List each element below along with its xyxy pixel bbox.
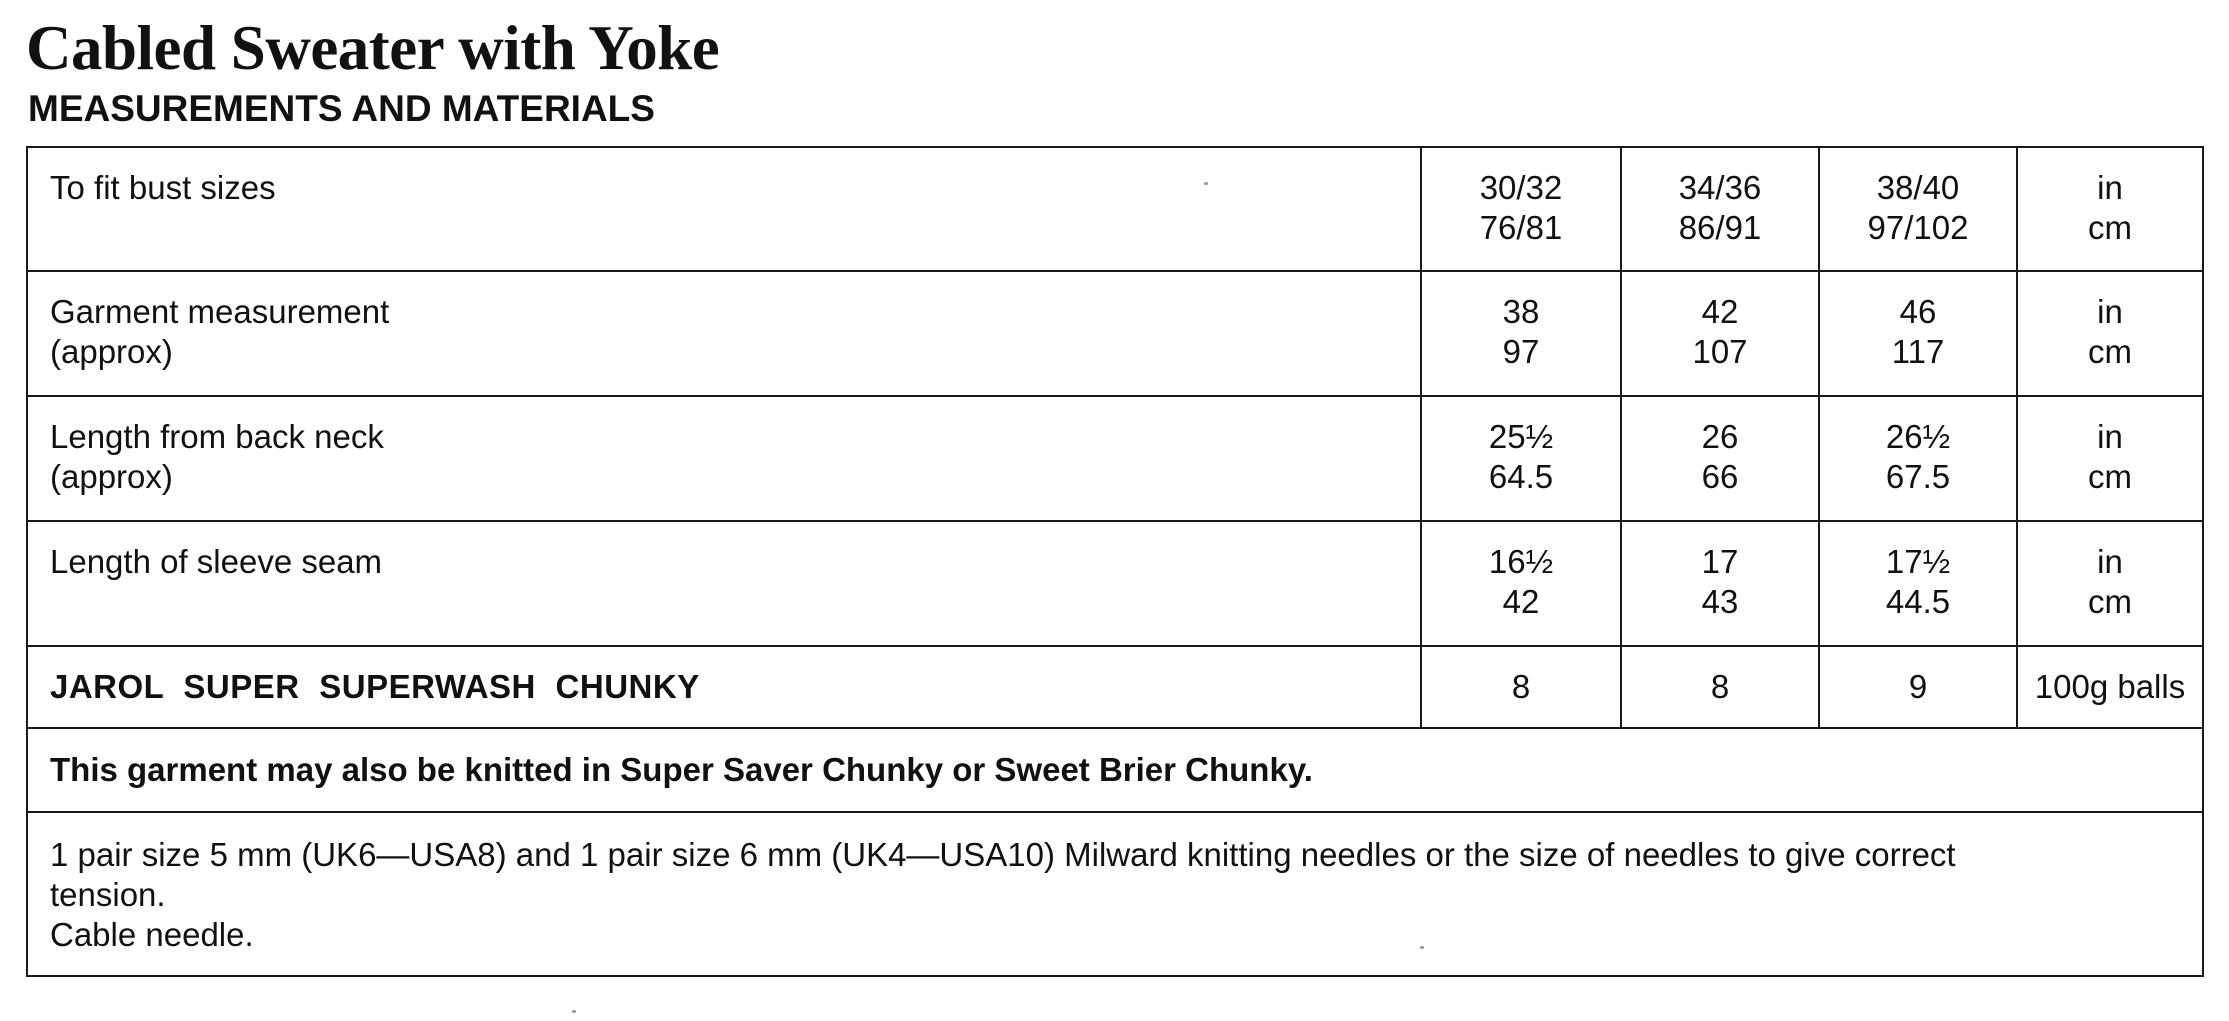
needles-line-1: 1 pair size 5 mm (UK6—USA8) and 1 pair size 6 mm (UK4—USA10) Milward knitting needles or the size of needles to give correct — [50, 836, 1956, 873]
alternative-yarn-note: This garment may also be knitted in Super Saver Chunky or Sweet Brier Chunky. — [27, 728, 2203, 812]
yarn-unit: 100g balls — [2017, 646, 2203, 728]
yarn-size-3: 9 — [1819, 646, 2017, 728]
length-size-2: 26 66 — [1621, 396, 1819, 521]
length-units: in cm — [2017, 396, 2203, 521]
needles-line-2: tension. — [50, 876, 166, 913]
document-title: Cabled Sweater with Yoke — [26, 13, 720, 83]
needles-row — [27, 812, 2203, 976]
bust-size-row — [27, 147, 2203, 271]
yarn-size-2: 8 — [1621, 646, 1819, 728]
length-size-1: 25½ 64.5 — [1421, 396, 1621, 521]
needles-note — [27, 812, 2203, 976]
bust-size-3: 38/40 97/102 — [1819, 147, 2017, 271]
paper-speck — [572, 1010, 576, 1013]
sleeve-units: in cm — [2017, 521, 2203, 646]
garment-size-1: 38 97 — [1421, 271, 1621, 396]
bust-size-label: To fit bust sizes — [27, 147, 1421, 271]
yarn-size-1: 8 — [1421, 646, 1621, 728]
paper-speck — [1204, 182, 1208, 185]
needles-line-3: Cable needle. — [50, 916, 254, 953]
length-size-3: 26½ 67.5 — [1819, 396, 2017, 521]
sleeve-seam-label: Length of sleeve seam — [27, 521, 1421, 646]
garment-size-3: 46 117 — [1819, 271, 2017, 396]
alternative-yarn-row — [27, 728, 2203, 812]
yarn-name: JAROL SUPER SUPERWASH CHUNKY — [27, 646, 1421, 728]
back-neck-length-row — [27, 396, 2203, 521]
sleeve-seam-row — [27, 521, 2203, 646]
garment-units: in cm — [2017, 271, 2203, 396]
yarn-row — [27, 646, 2203, 728]
document-subtitle: MEASUREMENTS AND MATERIALS — [28, 88, 655, 129]
sleeve-size-3: 17½ 44.5 — [1819, 521, 2017, 646]
bust-size-2: 34/36 86/91 — [1621, 147, 1819, 271]
sleeve-size-1: 16½ 42 — [1421, 521, 1621, 646]
garment-measurement-row — [27, 271, 2203, 396]
garment-size-2: 42 107 — [1621, 271, 1819, 396]
measurements-table — [26, 146, 2204, 977]
bust-size-1: 30/32 76/81 — [1421, 147, 1621, 271]
paper-speck — [1420, 946, 1424, 949]
garment-measurement-label: Garment measurement (approx) — [27, 271, 1421, 396]
sleeve-size-2: 17 43 — [1621, 521, 1819, 646]
back-neck-length-label: Length from back neck (approx) — [27, 396, 1421, 521]
bust-size-units: in cm — [2017, 147, 2203, 271]
